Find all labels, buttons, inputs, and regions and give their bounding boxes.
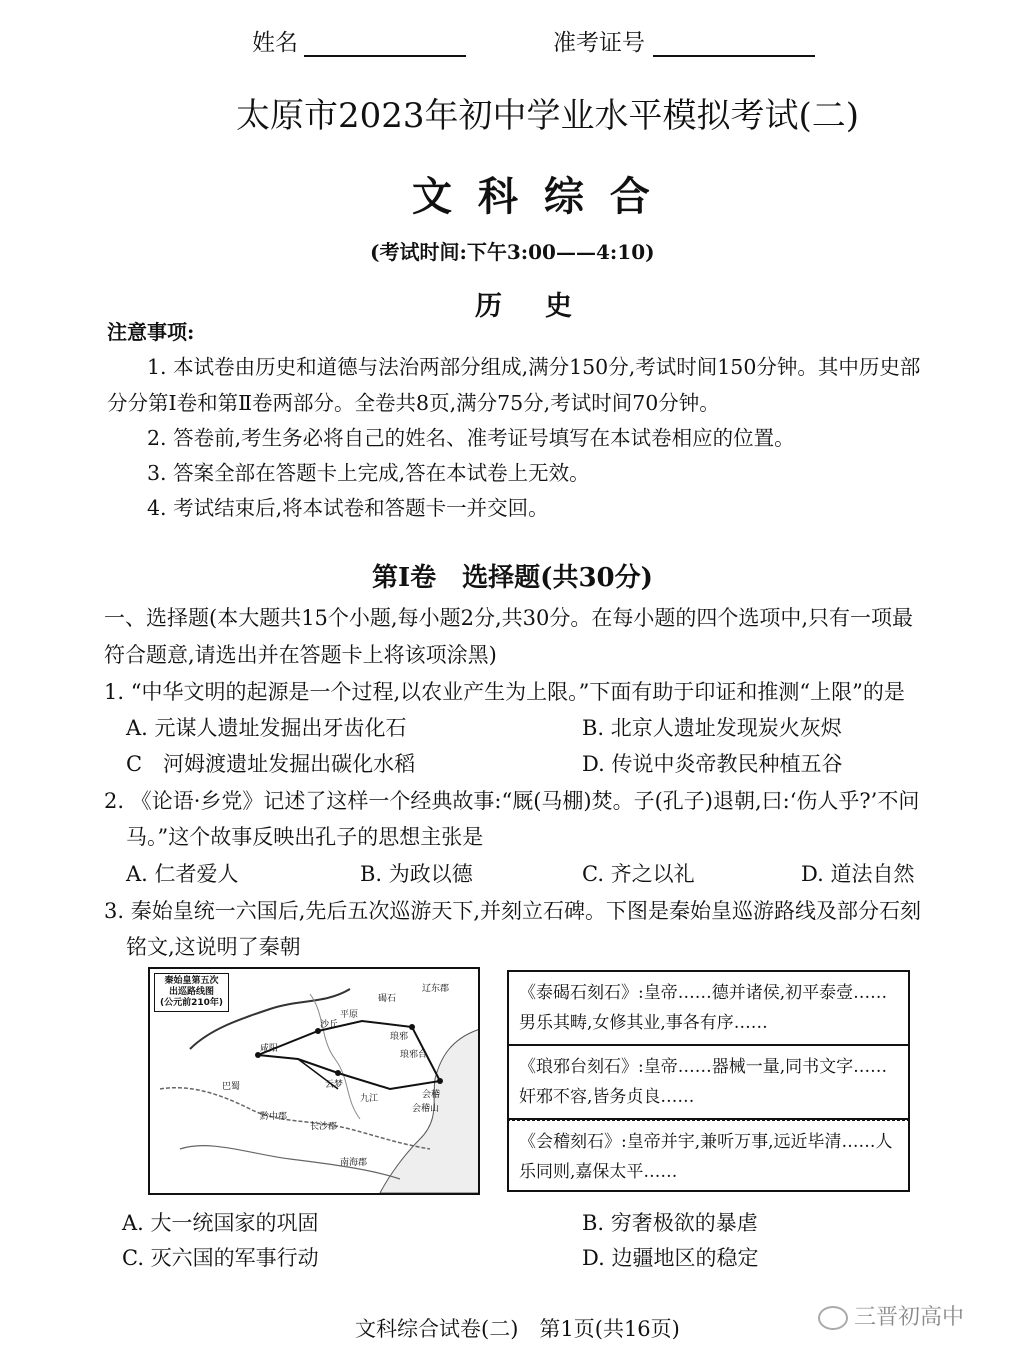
map-label-shaqiu: 沙丘	[320, 1020, 339, 1030]
q2-option-b[interactable]: B. 为政以德	[360, 862, 473, 886]
map-title-line-3: (公元前210年)	[160, 998, 224, 1008]
map-label-jieshi: 碣石	[378, 994, 397, 1004]
q3-option-c[interactable]: C. 灭六国的军事行动	[122, 1246, 319, 1270]
q3-stem-line-2: 铭文,这说明了秦朝	[126, 935, 301, 959]
map-label-nanhai: 南海郡	[340, 1158, 368, 1168]
section-subject: 历 史	[475, 291, 580, 322]
map-label-langyatai: 琅邪台	[400, 1050, 428, 1060]
wechat-icon	[818, 1306, 848, 1330]
map-title-line-1: 秦始皇第五次	[164, 976, 219, 986]
notice-item-1-line-1: 1. 本试卷由历史和道德与法治两部分组成,满分150分,考试时间150分钟。其中历史部	[147, 355, 921, 379]
watermark: 三晋初高中	[818, 1300, 964, 1331]
part1-instructions-line-1: 一、选择题(本大题共15个小题,每小题2分,共30分。在每小题的四个选项中,只有一项最	[104, 606, 914, 630]
map-title-line-2: 出巡路线图	[169, 987, 215, 997]
map-label-langya: 琅邪	[390, 1032, 409, 1042]
q2-stem-line-1: 2. 《论语·乡党》记述了这样一个经典故事:“厩(马棚)焚。子(孔子)退朝,曰:‘伤人乎?’不问	[104, 789, 920, 813]
part1-title: 第Ⅰ卷 选择题(共30分)	[372, 563, 653, 593]
q2-option-d[interactable]: D. 道法自然	[801, 862, 915, 886]
name-field[interactable]	[304, 33, 466, 57]
inscription-langyatai: 《琅邪台刻石》:皇帝……器械一量,同书文字……奸邪不容,皆务贞良……	[507, 1046, 910, 1120]
q3-option-a[interactable]: A. 大一统国家的巩固	[122, 1211, 319, 1235]
exam-time: (考试时间:下午3:00——4:10)	[370, 240, 655, 264]
q1-option-d[interactable]: D. 传说中炎帝教民种植五谷	[582, 752, 843, 776]
map-label-bashu: 巴蜀	[222, 1082, 241, 1092]
ticket-label: 准考证号	[553, 24, 815, 57]
notice-item-2: 2. 答卷前,考生务必将自己的姓名、准考证号填写在本试卷相应的位置。	[147, 426, 795, 450]
notice-item-1-line-2: 分分第Ⅰ卷和第Ⅱ卷两部分。全卷共8页,满分75分,考试时间70分钟。	[107, 391, 720, 415]
map-label-kuaijishan: 会稽山	[412, 1104, 440, 1114]
notice-item-3: 3. 答案全部在答题卡上完成,答在本试卷上无效。	[147, 461, 590, 485]
map-label-yunmeng: 云梦	[325, 1080, 344, 1090]
q1-stem: 1. “中华文明的起源是一个过程,以农业产生为上限。”下面有助于印证和推测“上限”的是	[104, 680, 905, 704]
map-label-pingyuan: 平原	[340, 1010, 359, 1020]
page-footer: 文科综合试卷(二) 第1页(共16页)	[355, 1317, 680, 1341]
qin-tour-route-map	[148, 967, 480, 1195]
q1-option-a[interactable]: A. 元谋人遗址发掘出牙齿化石	[126, 716, 407, 740]
inscription-kuaiji: 《会稽刻石》:皇帝并宇,兼听万事,远近毕清……人乐同则,嘉保太平……	[507, 1120, 910, 1192]
q1-option-c[interactable]: C 河姆渡遗址发掘出碳化水稻	[126, 752, 416, 776]
notice-heading: 注意事项:	[107, 320, 195, 344]
map-label-changsha: 长沙郡	[310, 1122, 338, 1132]
q1-option-b[interactable]: B. 北京人遗址发现炭火灰烬	[582, 716, 842, 740]
map-label-liaodong: 辽东郡	[422, 984, 450, 994]
q3-option-b[interactable]: B. 穷奢极欲的暴虐	[582, 1211, 758, 1235]
q2-option-c[interactable]: C. 齐之以礼	[582, 862, 695, 886]
subject-title: 文 科 综 合	[412, 173, 656, 220]
map-label-jiujiang: 九江	[360, 1094, 379, 1104]
notice-item-4: 4. 考试结束后,将本试卷和答题卡一并交回。	[147, 496, 549, 520]
part1-instructions-line-2: 符合题意,请选出并在答题卡上将该项涂黑)	[104, 643, 497, 667]
exam-title: 太原市2023年初中学业水平模拟考试(二)	[236, 96, 860, 136]
q3-option-d[interactable]: D. 边疆地区的稳定	[582, 1246, 759, 1270]
q2-option-a[interactable]: A. 仁者爱人	[126, 862, 239, 886]
map-label-kuaiji: 会稽	[422, 1090, 441, 1100]
q3-stem-line-1: 3. 秦始皇统一六国后,先后五次巡游天下,并刻立石碑。下图是秦始皇巡游路线及部分石刻	[104, 899, 922, 923]
map-label-xianyang: 咸阳	[260, 1044, 279, 1054]
inscription-taijieshi: 《泰碣石刻石》:皇帝……德并诸侯,初平泰壹……男乐其畴,女修其业,事各有序……	[507, 970, 910, 1046]
ticket-number-field[interactable]	[653, 33, 815, 57]
map-legend-box	[154, 973, 229, 1012]
q2-stem-line-2: 马。”这个故事反映出孔子的思想主张是	[126, 825, 484, 849]
name-label: 姓名	[252, 24, 466, 57]
map-label-qianzhong: 黔中郡	[260, 1112, 288, 1122]
